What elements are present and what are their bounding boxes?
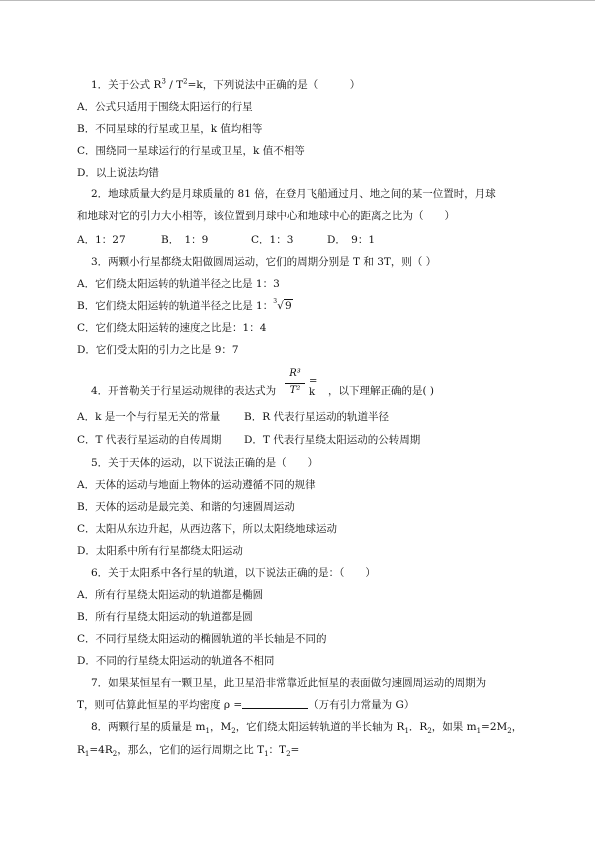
question-6-option-b: B．所有行星绕太阳运动的轨道都是圆 — [77, 611, 253, 623]
question-1-option-a: A．公式只适用于围绕太阳运行的行星 — [77, 101, 253, 113]
question-3-option-c: C．它们绕太阳运转的速度之比是：1：4 — [77, 322, 267, 334]
question-4-options-row-1 — [77, 410, 389, 424]
question-8-stem-line-2: $R_1=4R_2$，那么，它们的运行周期之比 $T_1$：$T_2=$ — [77, 744, 300, 759]
question-8-stem-line-1: 8．两颗行星的质量是 $m_1$，$M_2$，它们绕太阳运转轨道的半长轴为 $R_1$．$R_2$，如果 $m_1=2M_2$， — [91, 721, 523, 736]
question-5-option-d: D．太阳系中所有行星都绕太阳运动 — [77, 545, 243, 557]
question-7-stem-line-2: T，则可估算此恒星的平均密度 ρ = （万有引力常量为 G） — [77, 699, 415, 711]
question-4-option-b: B．R 代表行星运动的轨道半径 — [244, 411, 389, 423]
question-4-stem-pre: 4．开普勒关于行星运动规律的表达式为 — [91, 385, 277, 397]
question-6-option-c: C．不同行星绕太阳运动的椭圆轨道的半长轴是不同的 — [77, 633, 327, 645]
cube-root-expression: 3 √9 — [273, 298, 292, 312]
question-6-option-d: D．不同的行星绕太阳运动的轨道各不相同 — [77, 655, 275, 667]
question-2-option-d: D． 9：1 — [327, 234, 376, 246]
question-1-option-b: B．不同星球的行星或卫星，k 值均相等 — [77, 123, 263, 135]
question-2-option-b: B． 1：9 — [161, 234, 209, 246]
question-2-options — [77, 233, 375, 247]
question-2-option-c: C．1：3 — [251, 234, 294, 246]
question-3-stem: 3．两颗小行星都绕太阳做圆周运动，它们的周期分别是 T 和 3T，则（ ） — [91, 256, 437, 268]
question-4-options-row-2 — [77, 433, 420, 447]
question-7-stem-line-1: 7．如果某恒星有一颗卫星，此卫星沿非常靠近此恒星的表面做匀速圆周运动的周期为 — [91, 677, 487, 689]
question-5-stem: 5．关于天体的运动，以下说法正确的是（ ） — [91, 457, 319, 469]
question-5-option-b: B．天体的运动是最完美、和谐的匀速圆周运动 — [77, 501, 295, 513]
question-4-stem-post: ，以下理解正确的是( ) — [328, 385, 435, 397]
question-4-option-a: A．k 是一个与行星无关的常量 — [77, 411, 221, 423]
answer-blank[interactable] — [242, 698, 308, 709]
question-3-option-b: B．它们绕太阳运转的轨道半径之比是 1： 3 √9 — [77, 298, 292, 312]
question-2-option-a: A．1：27 — [77, 234, 126, 246]
question-1-stem: 1．关于公式 $R^3 / T^2=k$，下列说法中正确的是（ ） — [91, 77, 361, 91]
question-6-option-a: A．所有行星绕太阳运动的轨道都是椭圆 — [77, 589, 264, 601]
question-1-option-d: D．以上说法均错 — [77, 167, 159, 179]
question-3-option-a: A．它们绕太阳运转的轨道半径之比是 1：3 — [77, 278, 280, 290]
question-4-option-c: C．T 代表行星运动的自传周期 — [77, 434, 222, 446]
question-2-stem-line-1: 2．地球质量大约是月球质量的 81 倍，在登月飞船通过月、地之间的某一位置时，月球 — [91, 188, 496, 200]
question-3-option-d: D．它们受太阳的引力之比是 9：7 — [77, 344, 239, 356]
document-page: 1．关于公式 $R^3 / T^2=k$，下列说法中正确的是（ ） A．公式只适用于围绕太阳运行的行星 B．不同星球的行星或卫星，k 值均相等 C．围绕同一星球运行的行星或卫星，k 值不相等 D．以上说法均错 2．地球质量大约是月球质量的 81 倍，在登月飞船通过月、地之间的某一位置时，月球 和地球对它的引力大小相等，该位置到月球中心和地球中心的距离之比为（ ） A．1：27 B． 1：9 C．1：3 D． 9：1 3．两颗小行星都绕太阳做圆周运动，它们的周期分别是 T 和 3T，则（ ） A．它们绕太阳运转的轨道半径之比是 1：3 B．它们绕太阳运转的轨道半径之比是 1： 3 √9 C．它们绕太阳运转的速度之比是：1：4 D．它们受太阳的引力之比是 9：7 R³ T² = k 4．开普勒关于行星运动规律的表达式为 ，以下理解正确的是( ) A．k 是一个与行星无关的常量 B．R 代表行星运动的轨道半径 C．T 代表行星运动的自传周期 D．T 代表行星绕太阳运动的公转周期 5．关于天体的运动，以下说法正确的是（ ） A．天体的运动与地面上物体的运动遵循不同的规律 B．天体的运动是最完美、和谐的匀速圆周运动 C．太阳从东边升起，从西边落下，所以太阳绕地球运动 D．太阳系中所有行星都绕太阳运动 6．关于太阳系中各行星的轨道，以下说法正确的是：（ ） A．所有行星绕太阳运动的轨道都是椭圆 B．所有行星绕太阳运动的轨道都是圆 C．不同行星绕太阳运动的椭圆轨道的半长轴是不同的 D．不同的行星绕太阳运动的轨道各不相同 7．如果某恒星有一颗卫星，此卫星沿非常靠近此恒星的表面做匀速圆周运动的周期为 T，则可估算此恒星的平均密度 ρ = （万有引力常量为 G） 8．两颗行星的质量是 $m_1$，$M_2$，它们绕太阳运转轨道的半长轴为 $R_1$．$R_2$，如果 $m_1=2M_2$， $R_1=4R_2$，那么，它们的运行周期之比 $T_1$：$T_2=$ — [77, 77, 523, 759]
question-5-option-a: A．天体的运动与地面上物体的运动遵循不同的规律 — [77, 479, 316, 491]
question-6-stem: 6．关于太阳系中各行星的轨道，以下说法正确的是：（ ） — [91, 567, 376, 579]
question-2-stem-line-2: 和地球对它的引力大小相等，该位置到月球中心和地球中心的距离之比为（ ） — [77, 210, 455, 222]
question-1-option-c: C．围绕同一星球运行的行星或卫星，k 值不相等 — [77, 145, 305, 157]
question-5-option-c: C．太阳从东边升起，从西边落下，所以太阳绕地球运动 — [77, 523, 338, 535]
question-4-option-d: D．T 代表行星绕太阳运动的公转周期 — [244, 434, 421, 446]
